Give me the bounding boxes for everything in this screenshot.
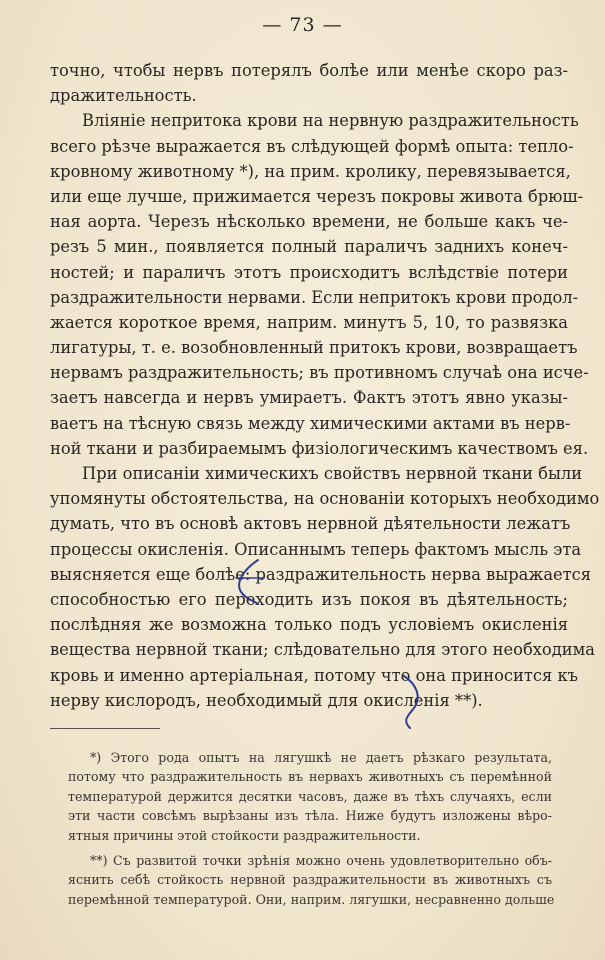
footnote-line: яснить себѣ стойкость нервной раздражительности въ животныхъ съ — [68, 872, 552, 888]
text-line: заетъ навсегда и нервъ умираетъ. Фактъ этотъ явно указы- — [50, 388, 568, 408]
footnote-line: температурой держится десятки часовъ, даже въ тѣхъ случаяхъ, если — [68, 788, 552, 804]
text-line: кровному животному *), на прим. кролику, перевязывается, — [50, 161, 571, 181]
text-line: ной ткани и разбираемымъ физіологическимъ качествомъ ея. — [50, 438, 589, 458]
text-line: упомянуты обстоятельства, на основаніи которыхъ необходимо — [50, 489, 600, 509]
main-text — [50, 58, 600, 713]
text-line: думать, что въ основѣ актовъ нервной дѣятельности лежатъ — [50, 514, 571, 534]
page-number: — 73 — — [262, 14, 343, 36]
text-line: ная аорта. Черезъ нѣсколько времени, не больше какъ че- — [50, 212, 568, 232]
text-line: выясняется еще болѣе: раздражительность нерва выражается — [50, 564, 592, 584]
text-line: всего рѣзче выражается въ слѣдующей формѣ опыта: тепло- — [50, 136, 574, 156]
text-line: нервамъ раздражительность; въ противномъ случаѣ она исче- — [50, 363, 589, 383]
text-line: Вліяніе непритока крови на нервную раздражительность — [82, 111, 579, 131]
text-line: кровь и именно артеріальная, потому что она приносится къ — [50, 665, 578, 685]
footnote-line: эти части совсѣмъ вырѣзаны изъ тѣла. Ниже будутъ изложены вѣро- — [68, 808, 552, 824]
text-line: ностей; и параличъ этотъ происходитъ вслѣдствіе потери — [50, 262, 568, 282]
text-line: При описаніи химическихъ свойствъ нервной ткани были — [82, 464, 583, 483]
text-line: резъ 5 мин., появляется полный параличъ заднихъ конеч- — [50, 237, 568, 257]
text-line: или еще лучше, прижимается черезъ покровы живота брюш- — [50, 186, 584, 206]
text-line: нерву кислородъ, необходимый для окисленія **). — [50, 690, 483, 710]
footnote-line: *) Этого рода опытъ на лягушкѣ не даетъ рѣзкаго результата, — [90, 750, 552, 765]
text-line: точно, чтобы нервъ потерялъ болѣе или менѣе скоро раз- — [50, 61, 568, 80]
text-line: процессы окисленія. Описаннымъ теперь фактомъ мысль эта — [50, 539, 582, 559]
footnote-line: перемѣнной температурой. Они, наприм. лягушки, несравненно дольше — [68, 891, 555, 907]
text-line: раздражительности нервами. Если непритокъ крови продол- — [50, 287, 579, 307]
text-line: жается короткое время, наприм. минутъ 5, 10, то развязка — [50, 312, 568, 332]
text-line: лигатуры, т. е. возобновленный притокъ крови, возвращаетъ — [50, 338, 578, 358]
footnote-divider — [50, 728, 160, 729]
footnotes — [68, 748, 555, 909]
text-line: способностью его переходить изъ покоя въ дѣятельность; — [50, 589, 568, 609]
footnote-line: ятныя причины этой стойкости раздражительности. — [68, 827, 421, 843]
footnote-line: **) Съ развитой точки зрѣнія можно очень удовлетворительно объ- — [90, 852, 552, 868]
text-line: вещества нервной ткани; слѣдовательно для этого необходима — [50, 640, 595, 660]
footnote-line: потому что раздражительность въ нервахъ животныхъ съ перемѣнной — [68, 769, 552, 785]
text-line: ваетъ на тѣсную связь между химическими актами въ нерв- — [50, 413, 571, 433]
text-line: послѣдняя же возможна только подъ условіемъ окисленія — [50, 615, 568, 635]
text-line: дражительность. — [50, 86, 197, 106]
